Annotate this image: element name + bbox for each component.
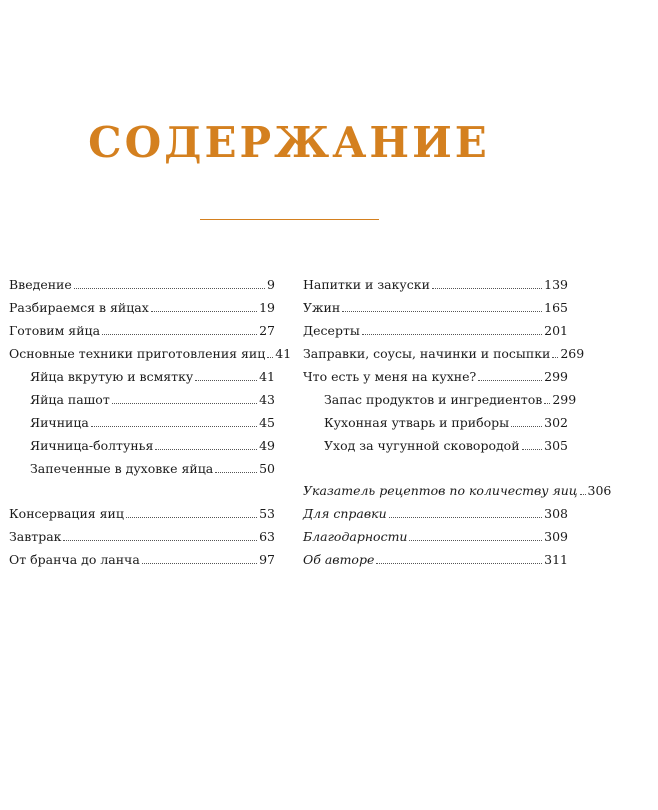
dot-leader <box>409 528 542 541</box>
toc-entry-page: 49 <box>259 438 275 453</box>
toc-entry-page: 45 <box>259 415 275 430</box>
toc-entry-page: 165 <box>544 300 568 315</box>
toc-entry[interactable] <box>303 482 612 505</box>
dot-leader <box>102 322 257 335</box>
dot-leader <box>580 482 586 495</box>
toc-subentry[interactable] <box>9 414 275 437</box>
toc-left-column <box>9 276 292 574</box>
toc-entry-label: Благодарности <box>303 529 408 544</box>
toc-entry-page: 299 <box>544 369 568 384</box>
dot-leader <box>389 505 542 518</box>
toc-entry[interactable] <box>303 551 568 574</box>
toc-entry-page: 53 <box>259 506 275 521</box>
toc-entry-page: 139 <box>544 277 568 292</box>
toc-entry-label: Введение <box>9 277 72 292</box>
toc-entry-page: 19 <box>259 300 275 315</box>
toc-entry-label: Яйца вкрутую и всмятку <box>30 369 194 384</box>
toc-entry-label: Яйца пашот <box>30 392 110 407</box>
toc-entry[interactable] <box>9 505 275 528</box>
dot-leader <box>151 299 257 312</box>
toc-entry-label: Яичница-болтунья <box>30 438 154 453</box>
toc-entry-page: 50 <box>259 461 275 476</box>
toc-right-column <box>303 276 612 574</box>
toc-entry-page: 308 <box>544 506 568 521</box>
toc-entry-page: 302 <box>544 415 568 430</box>
toc-entry-label: Напитки и закуски <box>303 277 430 292</box>
toc-entry-page: 305 <box>544 438 568 453</box>
toc-entry-label: Яичница <box>30 415 89 430</box>
toc-entry[interactable] <box>303 345 585 368</box>
toc-entry[interactable] <box>303 299 568 322</box>
dot-leader <box>215 460 257 473</box>
toc-entry-page: 311 <box>544 552 568 567</box>
toc-subentry[interactable] <box>9 437 275 460</box>
dot-leader <box>522 437 543 450</box>
toc-entry[interactable] <box>9 276 275 299</box>
toc-entry[interactable] <box>303 528 568 551</box>
toc-entry-label: Десерты <box>303 323 360 338</box>
toc-entry[interactable] <box>303 505 568 528</box>
dot-leader <box>195 368 257 381</box>
toc-entry-label: Консервация яиц <box>9 506 124 521</box>
toc-entry-label: Что есть у меня на кухне? <box>303 369 477 384</box>
toc-entry-page: 27 <box>259 323 275 338</box>
toc-entry[interactable] <box>303 368 568 391</box>
toc-entry-page: 41 <box>259 369 275 384</box>
toc-entry-page: 41 <box>275 346 292 361</box>
toc-entry-label: Разбираемся в яйцах <box>9 300 149 315</box>
toc-entry-label: Заправки, соусы, начинки и посыпки <box>303 346 551 361</box>
toc-entry-page: 201 <box>544 323 568 338</box>
toc-entry-label: Для справки <box>303 506 387 521</box>
toc-entry[interactable] <box>9 345 292 368</box>
toc-entry[interactable] <box>9 322 275 345</box>
dot-leader <box>432 276 542 289</box>
toc-entry-label: Готовим яйца <box>9 323 101 338</box>
toc-entry-label: Уход за чугунной сковородой <box>324 438 520 453</box>
toc-entry-label: Запеченные в духовке яйца <box>30 461 214 476</box>
toc-entry[interactable] <box>9 528 275 551</box>
toc-entry-page: 97 <box>259 552 275 567</box>
toc-subentry[interactable] <box>9 391 275 414</box>
toc-subentry[interactable] <box>303 437 568 460</box>
toc-entry[interactable] <box>9 299 275 322</box>
dot-leader <box>74 276 265 289</box>
dot-leader <box>155 437 257 450</box>
dot-leader <box>267 345 273 358</box>
toc-entry-label: Указатель рецептов по количеству яиц <box>303 483 578 498</box>
toc-subentry[interactable] <box>9 368 275 391</box>
dot-leader <box>91 414 257 427</box>
dot-leader <box>126 505 257 518</box>
toc-entry-label: Об авторе <box>303 552 375 567</box>
toc-entry[interactable] <box>303 322 568 345</box>
toc-entry-page: 63 <box>259 529 275 544</box>
dot-leader <box>142 551 257 564</box>
title-divider <box>200 219 379 220</box>
toc-entry-label: Завтрак <box>9 529 62 544</box>
dot-leader <box>362 322 542 335</box>
toc-entry-page: 269 <box>560 346 585 361</box>
toc-entry-page: 309 <box>544 529 568 544</box>
toc-subentry[interactable] <box>9 460 275 483</box>
toc-entry-label: От бранча до ланча <box>9 552 140 567</box>
toc-entry-page: 299 <box>552 392 577 407</box>
dot-leader <box>376 551 542 564</box>
toc-entry[interactable] <box>9 551 275 574</box>
toc-subentry[interactable] <box>303 414 568 437</box>
dot-leader <box>552 345 558 358</box>
dot-leader <box>112 391 257 404</box>
toc-subentry[interactable] <box>303 391 577 414</box>
dot-leader <box>342 299 542 312</box>
dot-leader <box>63 528 257 541</box>
toc-entry-page: 9 <box>267 277 275 292</box>
toc-entry-label: Ужин <box>303 300 341 315</box>
dot-leader <box>478 368 542 381</box>
toc-entry-label: Основные техники приготовления яиц <box>9 346 266 361</box>
toc-entry-page: 306 <box>587 483 612 498</box>
dot-leader <box>544 391 550 404</box>
toc-entry[interactable] <box>303 276 568 299</box>
page-title: СОДЕРЖАНИЕ <box>88 118 490 167</box>
toc-entry-page: 43 <box>259 392 275 407</box>
dot-leader <box>511 414 542 427</box>
toc-entry-label: Кухонная утварь и приборы <box>324 415 510 430</box>
toc-entry-label: Запас продуктов и ингредиентов <box>324 392 543 407</box>
